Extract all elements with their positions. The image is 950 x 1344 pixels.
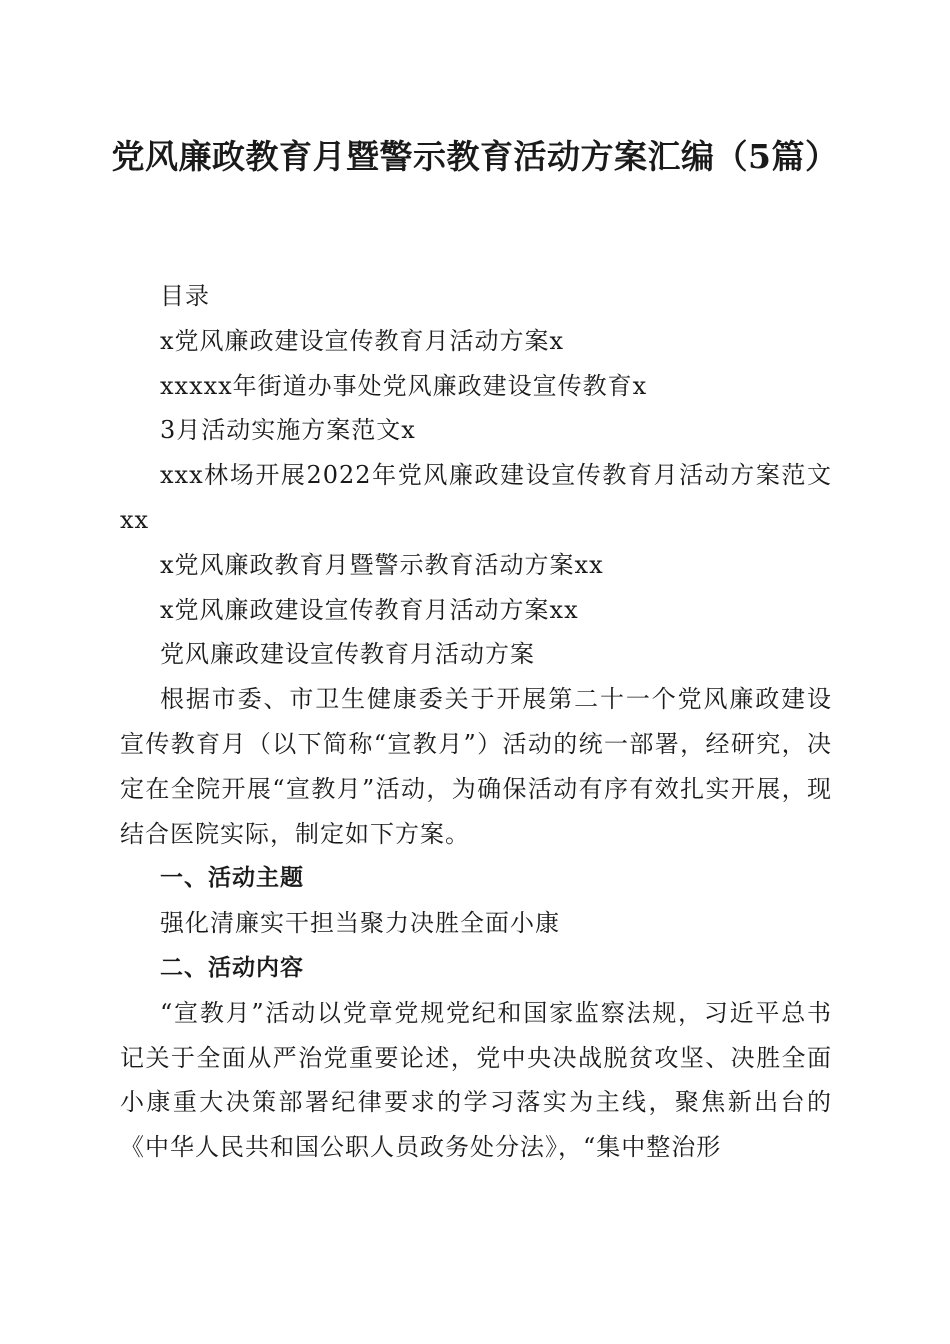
heading-activity-theme: 一、活动主题	[160, 865, 304, 892]
toc-item: x党风廉政建设宣传教育月活动方案xx	[160, 595, 579, 624]
document-title: 党风廉政教育月暨警示教育活动方案汇编（5篇）	[111, 137, 839, 176]
toc-item: x党风廉政教育月暨警示教育活动方案xx	[160, 550, 604, 579]
heading-activity-content: 二、活动内容	[160, 954, 304, 981]
section-title: 党风廉政建设宣传教育月活动方案	[160, 640, 535, 669]
document-body	[120, 274, 832, 1170]
toc-item: 3月活动实施方案范文x	[160, 416, 416, 445]
theme-text: 强化清廉实干担当聚力决胜全面小康	[160, 909, 560, 938]
intro-paragraph: 根据市委、市卫生健康委关于开展第二十一个党风廉政建设宣传教育月（以下简称“宣教月”）活动的统一部署，经研究，决定在全院开展“宣教月”活动，为确保活动有序有效扎实开展，现结合医院实际，制定如下方案。	[120, 685, 832, 848]
toc-item: x党风廉政建设宣传教育月活动方案x	[160, 326, 565, 355]
content-paragraph: “宣教月”活动以党章党规党纪和国家监察法规，习近平总书记关于全面从严治党重要论述，党中央决战脱贫攻坚、决胜全面小康重大决策部署纪律要求的学习落实为主线，聚焦新出台的《中华人民共和国公职人员政务处分法》，“集中整治形	[120, 998, 832, 1162]
toc-item: xxxxx年街道办事处党风廉政建设宣传教育x	[160, 371, 648, 400]
toc-heading: 目录	[160, 282, 210, 310]
toc-item: xxx林场开展2022年党风廉政建设宣传教育月活动方案范文xx	[120, 461, 832, 534]
